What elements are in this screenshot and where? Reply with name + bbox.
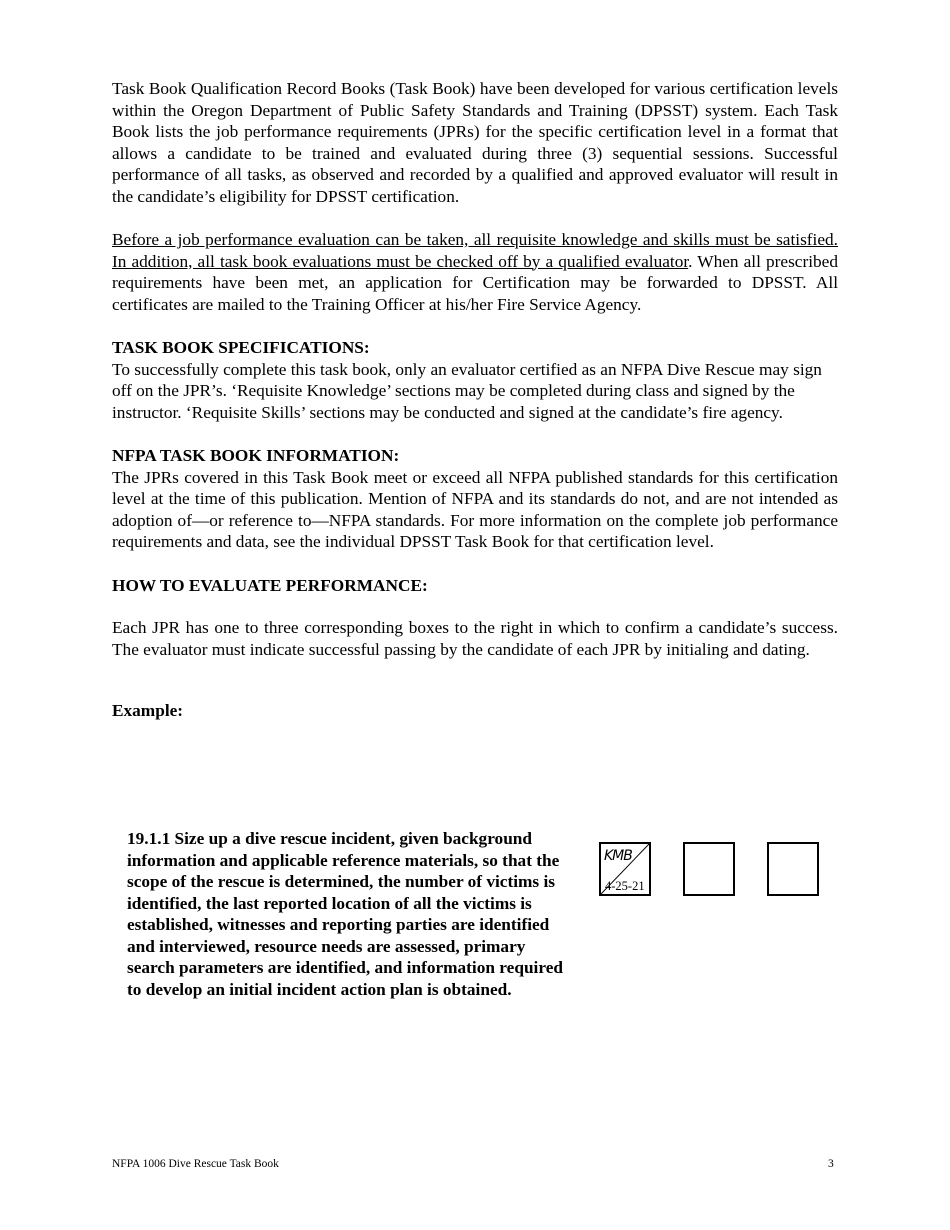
example-label: Example:: [112, 701, 184, 720]
evaluator-initials: KMB: [604, 848, 632, 864]
signoff-box-3[interactable]: [767, 842, 819, 896]
evaluation-date: 4-25-21: [605, 879, 645, 893]
evaluate-heading: HOW TO EVALUATE PERFORMANCE:: [112, 575, 428, 595]
footer-title: NFPA 1006 Dive Rescue Task Book: [112, 1158, 279, 1170]
intro-requirements-paragraph: [112, 229, 838, 315]
requirements-rest-text: . When all prescribed requirements have been met, an application for Certification may be forwarded to DPSST. All certificates are mailed to the Training Officer at his/her Fire Service Agency.: [112, 251, 838, 314]
nfpa-info-heading: NFPA TASK BOOK INFORMATION:: [112, 446, 400, 465]
evaluate-body: Each JPR has one to three corresponding boxes to the right in which to confirm a candidate’s success. The evaluator must indicate successful passing by the candidate of each JPR by initialing and dating.: [112, 618, 838, 659]
signoff-box-1[interactable]: [599, 842, 651, 896]
document-body: [112, 78, 838, 722]
requirements-underlined-text: Before a job performance evaluation can be taken, all requisite knowledge and skills must be satisfied. In addition, all task book evaluations must be checked off by a qualified evaluator: [112, 230, 838, 271]
specs-body: To successfully complete this task book, only an evaluator certified as an NFPA Dive Rescue may sign off on the JPR’s. ‘Requisite Knowledge’ sections may be completed during class and signed by the instructor. ‘Requisite Skills’ sections may be conducted and signed at the candidate’s fire agency.: [112, 359, 822, 422]
intro-paragraph: Task Book Qualification Record Books (Task Book) have been developed for various certification levels within the Oregon Department of Public Safety Standards and Training (DPSST) system. Each Task Book lists the job performance requirements (JPRs) for the specific certification level in a format that allows a candidate to be trained and evaluated during three (3) sequential sessions. Successful performance of all tasks, as observed and recorded by a qualified and approved evaluator will result in the candidate’s eligibility for DPSST certification.: [112, 79, 838, 206]
nfpa-info-body: The JPRs covered in this Task Book meet or exceed all NFPA published standards for this certification level at the time of this publication. Mention of NFPA and its standards do not, and are not intended as adoption of—or reference to—NFPA standards. For more information on the complete job performance requirements and data, see the individual DPSST Task Book for that certification level.: [112, 467, 838, 551]
example-jpr-text: 19.1.1 Size up a dive rescue incident, given background information and applicable reference materials, so that the scope of the rescue is determined, the number of victims is identified, the last reported location of all the victims is established, witnesses and reporting parties are identified and interviewed, resource needs are assessed, primary search parameters are identified, and information required to develop an initial incident action plan is obtained.: [127, 829, 563, 999]
signoff-box-2[interactable]: [683, 842, 735, 896]
specs-heading: TASK BOOK SPECIFICATIONS:: [112, 338, 370, 357]
page-number: 3: [828, 1158, 834, 1170]
